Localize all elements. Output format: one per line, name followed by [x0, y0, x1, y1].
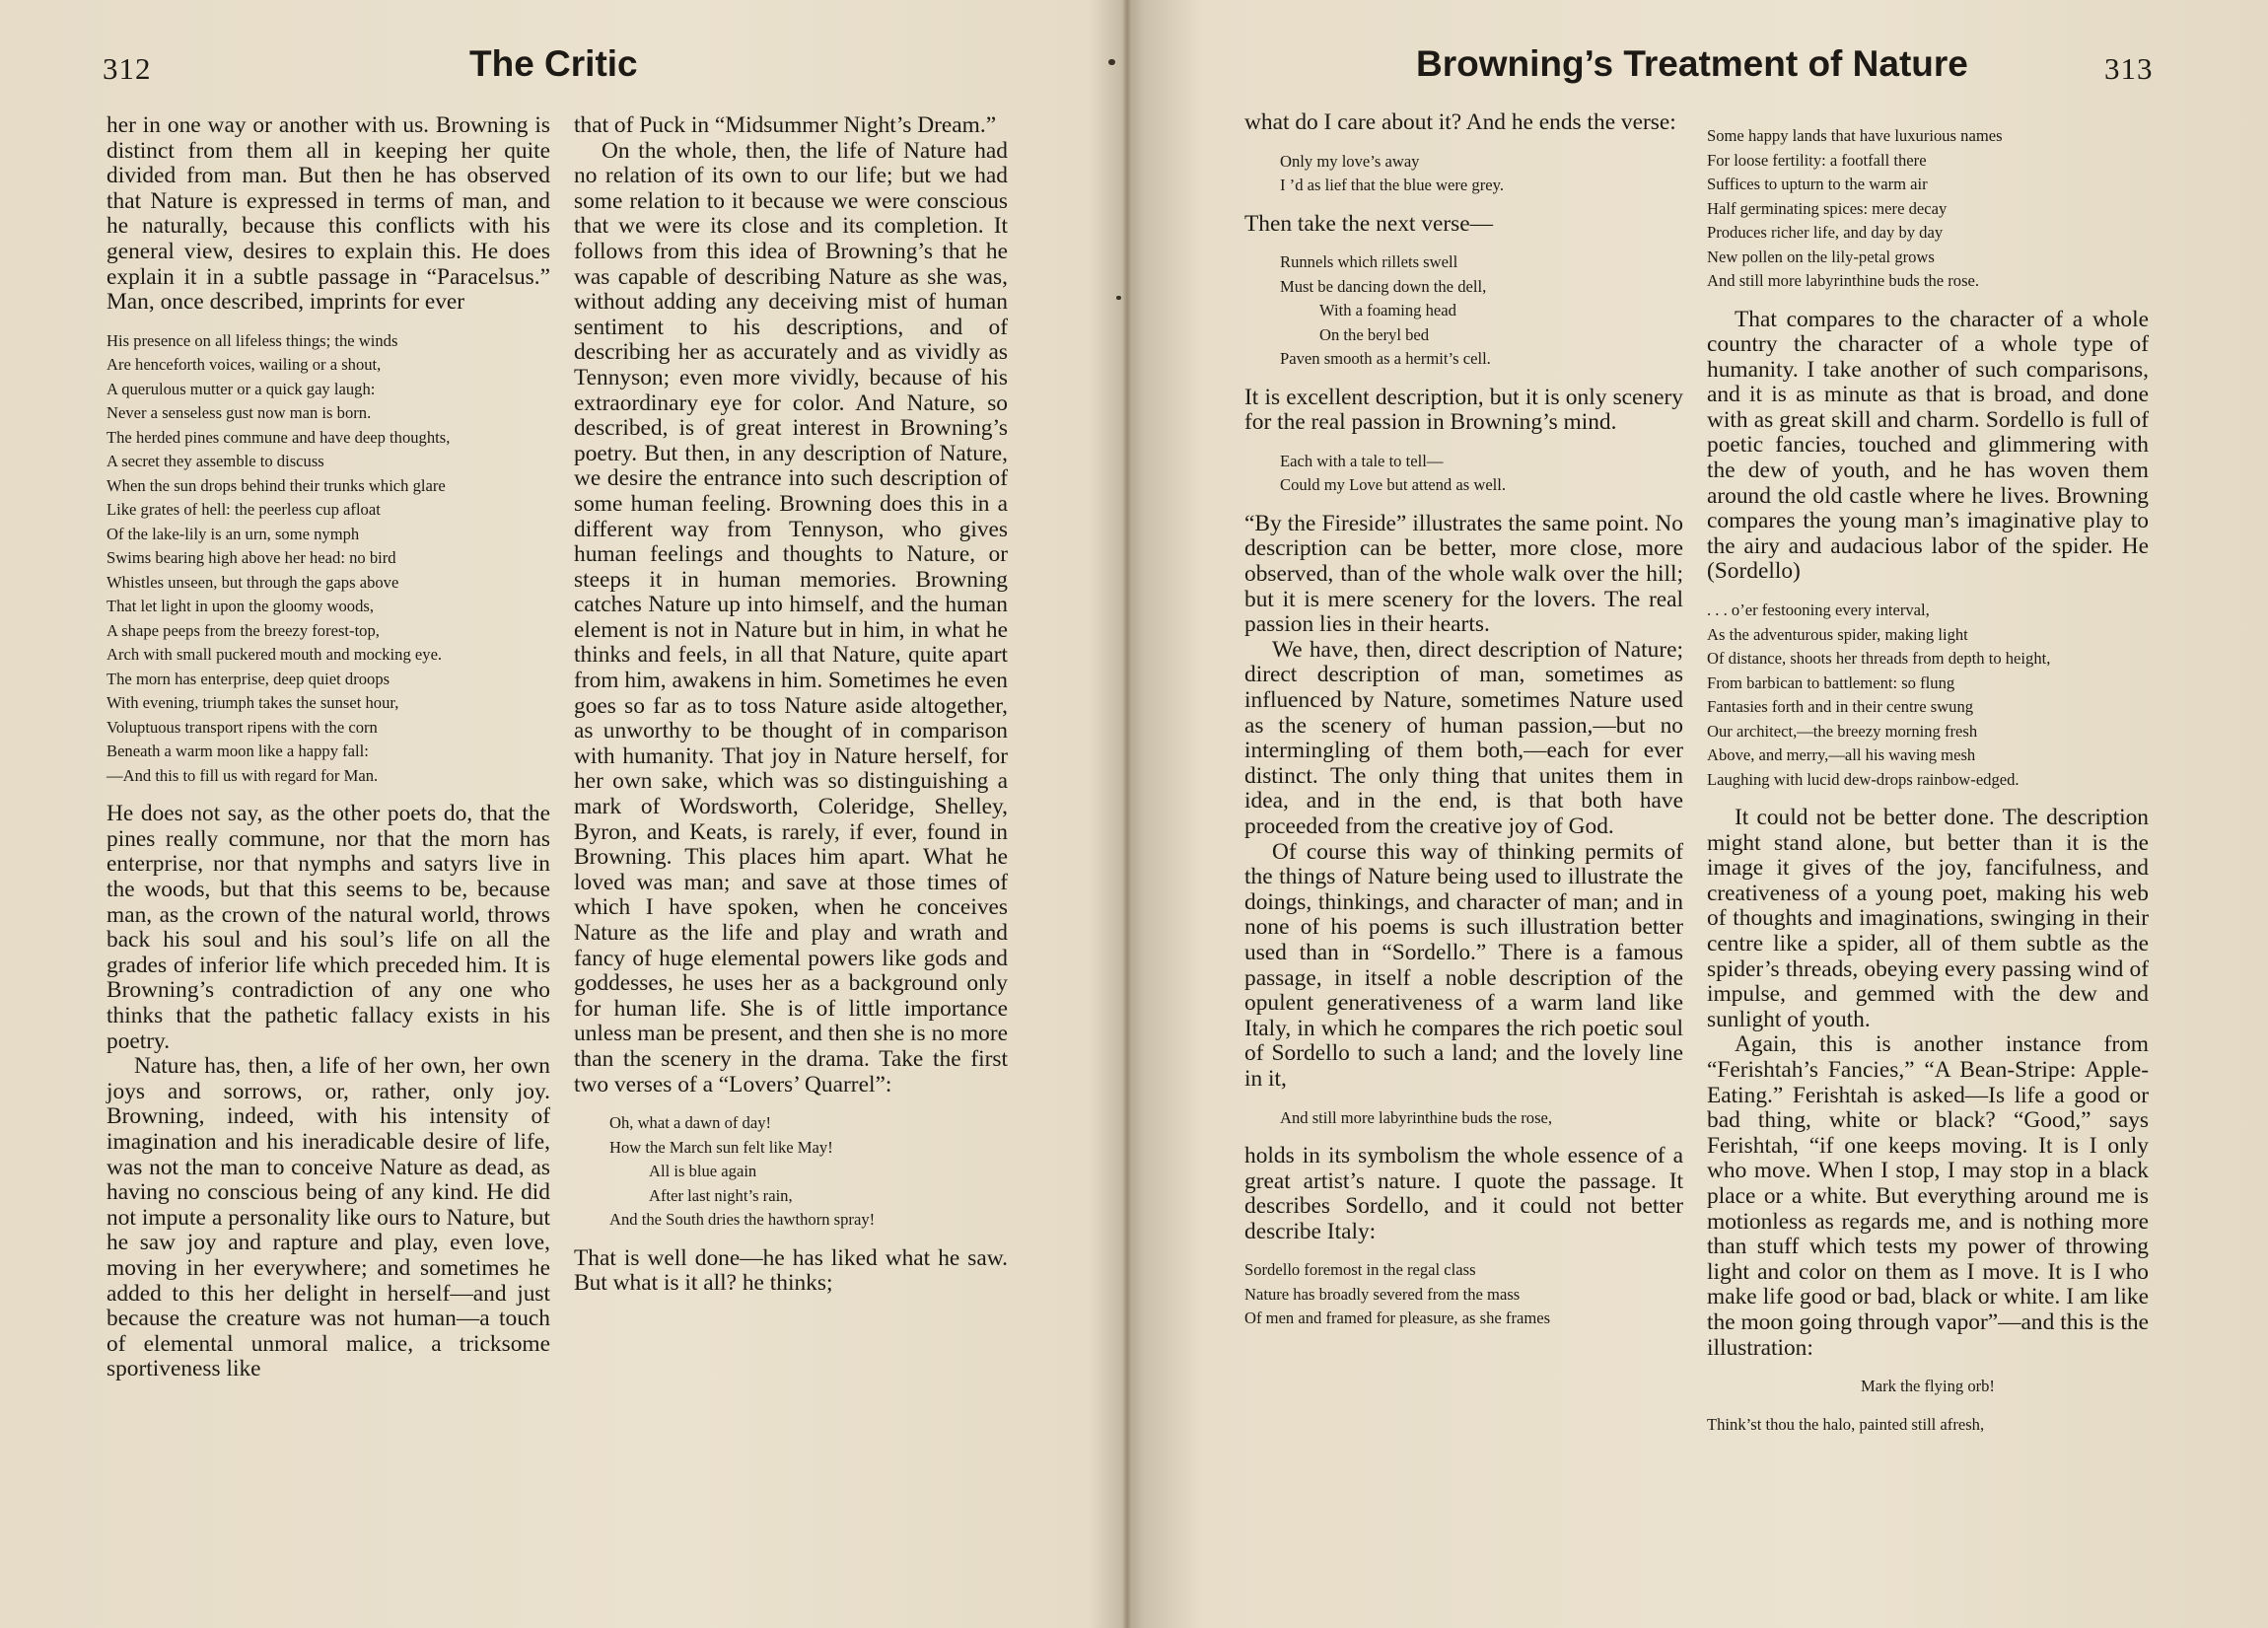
- column-3: [1244, 110, 1683, 1345]
- verse-line: Laughing with lucid dew-drops rainbow-edged.: [1707, 769, 2020, 789]
- paragraph: It is excellent description, but it is only scenery for the real passion in Browning’s mind.: [1244, 384, 1683, 436]
- paragraph: Then take the next verse—: [1244, 210, 1493, 237]
- verse-line: A querulous mutter or a quick gay laugh:: [106, 379, 376, 398]
- bullet-mark: [1108, 59, 1115, 65]
- verse-quotation: [1707, 1375, 2149, 1399]
- verse-line: On the beryl bed: [1319, 324, 1430, 344]
- verse-quotation: [574, 1111, 1008, 1233]
- verse-line: Half germinating spices: mere decay: [1707, 198, 1948, 218]
- column-2: [574, 113, 1008, 1297]
- verse-line: Some happy lands that have luxurious names: [1707, 126, 2003, 145]
- verse-line: The herded pines commune and have deep thoughts,: [106, 427, 451, 447]
- verse-line: Sordello foremost in the regal class: [1244, 1260, 1476, 1280]
- verse-line: Never a senseless gust now man is born.: [106, 403, 372, 423]
- verse-quotation: [106, 329, 550, 789]
- verse-quotation: [1707, 599, 2149, 792]
- verse-line: Of distance, shoots her threads from depth to height,: [1707, 649, 2051, 669]
- paragraph: Again, this is another instance from “Ferishtah’s Fancies,” “A Bean-Stripe: Apple-Eating.” Ferishtah is asked—Is life a good or bad thing, white or black? “Good,” says Ferishtah, “if one keeps moving. It is I only who move. When I stop, I may stop in a black place or a white. But everything around me is motionless as regards me, and is nothing more than stuff which tests my power of throwing light and color on them as I move. It is I who make life good or bad, black or white. I am like the moon going through vapor”—and this is the illustration:: [1707, 1031, 2149, 1361]
- verse-line: Think’st thou the halo, painted still afresh,: [1707, 1414, 1985, 1434]
- verse-line: Must be dancing down the dell,: [1280, 276, 1487, 296]
- paragraph: On the whole, then, the life of Nature had no relation of its own to our life; but we had some relation to it because we were conscious that we were its close and its completion. It follows from this idea of Browning’s that he was capable of describing Nature as she was, without adding any deceiving mist of human sentiment to his descriptions, and of describing her as accurately and as vividly as Tennyson; even more vividly, because of his extraordinary eye for color. And Nature, so described, is of great interest in Browning’s poetry. But then, in any description of Nature, we desire the entrance into such description of some human feeling. Browning does this in a different way from Tennyson, who gives human feelings and thoughts to Nature, or steeps it in human memories. Browning catches Nature up into himself, and the human element is not in Nature but in him, in what he thinks and feels, in all that Nature, quite apart from him, awakens in him. Sometimes he even goes so far as to toss Nature aside altogether, as unworthy to be thought of in comparison with humanity. That joy in Nature herself, for her own sake, which was so distinguishing a mark of Wordsworth, Coleridge, Shelley, Byron, and Keats, is rarely, if ever, found in Browning. This places him apart. What he loved was man; and save at those times of which I have spoken, when he conceives Nature as the life and play and wrath and fancy of huge elemental powers like gods and goddesses, he uses her as a background only for human life. She is of little importance unless man be present, and then she is no more than the scenery in the drama. Take the first two verses of a “Lovers’ Quarrel”:: [574, 137, 1008, 1097]
- verse-quotation: [1244, 250, 1683, 372]
- verse-line: Nature has broadly severed from the mass: [1244, 1284, 1521, 1304]
- verse-quotation: [1244, 150, 1683, 198]
- verse-line: —And this to fill us with regard for Man.: [106, 765, 379, 785]
- verse-line: As the adventurous spider, making light: [1707, 624, 1968, 644]
- verse-line: Voluptuous transport ripens with the corn: [106, 717, 378, 737]
- verse-line: Fantasies forth and in their centre swung: [1707, 697, 1974, 717]
- verse-line: Oh, what a dawn of day!: [609, 1113, 772, 1133]
- verse-line: A secret they assemble to discuss: [106, 452, 324, 471]
- verse-line: Paven smooth as a hermit’s cell.: [1280, 349, 1491, 369]
- paragraph: her in one way or another with us. Browning is distinct from them all in keeping her quite divided from man. But then he has observed that Nature is expressed in terms of man, and he naturally, because this conflicts with his general view, desires to explain this. He does explain it in a subtle passage in “Paracelsus.” Man, once described, imprints for ever: [106, 112, 550, 316]
- right-page-number: 313: [2104, 51, 2154, 86]
- verse-line: After last night’s rain,: [649, 1185, 793, 1205]
- paragraph: holds in its symbolism the whole essence of a great artist’s nature. I quote the passage. It describes Sordello, and it could not better describe Italy:: [1244, 1143, 1683, 1244]
- column-4: [1707, 110, 2149, 1451]
- verse-line: Of men and framed for pleasure, as she frames: [1244, 1309, 1551, 1328]
- verse-line: Whistles unseen, but through the gaps above: [106, 572, 399, 592]
- verse-line: Suffices to upturn to the warm air: [1707, 175, 1928, 193]
- left-running-head: The Critic: [469, 43, 638, 84]
- bullet-mark: [1116, 296, 1121, 300]
- paragraph: It could not be better done. The description might stand alone, but better than it is the image it gives of the joy, fancifulness, and creativeness of a young poet, making his web of thoughts and imaginations, swinging in their centre like a spider, all of them subtle as the spider’s threads, obeying every passing wind of impulse, and gemmed with the dew and sunlight of youth.: [1707, 805, 2149, 1032]
- paragraph: He does not say, as the other poets do, that the pines really commune, nor that the morn has enterprise, nor that nymphs and satyrs live in the woods, but that this seems to be, because man, as the crown of the natural world, throws back his soul and his soul’s life on all the grades of inferior life which preceded him. It is Browning’s contradiction of any one who thinks that the pathetic fallacy exists in his poetry.: [106, 801, 550, 1054]
- verse-line: Like grates of hell: the peerless cup afloat: [106, 500, 381, 520]
- verse-line: . . . o’er festooning every interval,: [1707, 601, 1930, 620]
- verse-line: Swims bearing high above her head: no bird: [106, 548, 396, 568]
- left-page-number: 312: [103, 51, 152, 86]
- verse-line: Each with a tale to tell—: [1280, 451, 1444, 470]
- right-running-head: Browning’s Treatment of Nature: [1416, 43, 1968, 84]
- verse-line: All is blue again: [649, 1162, 757, 1181]
- verse-line: Runnels which rillets swell: [1280, 252, 1458, 272]
- paragraph: That is well done—he has liked what he saw. But what is it all? he thinks;: [574, 1244, 1008, 1297]
- verse-line: And still more labyrinthine buds the rose,: [1280, 1107, 1553, 1127]
- verse-quotation: [1707, 124, 2149, 294]
- verse-line: For loose fertility: a footfall there: [1707, 150, 1927, 170]
- verse-quotation: [1244, 450, 1683, 498]
- verse-line: With a foaming head: [1319, 301, 1456, 320]
- verse-line: With evening, triumph takes the sunset hour,: [106, 693, 399, 713]
- verse-line: From barbican to battlement: so flung: [1707, 672, 1955, 692]
- verse-line: Above, and merry,—all his waving mesh: [1707, 745, 1976, 765]
- verse-line: That let light in upon the gloomy woods,: [106, 597, 375, 616]
- paragraph: that of Puck in “Midsummer Night’s Dream.”: [574, 112, 997, 138]
- verse-line: Only my love’s away: [1280, 151, 1420, 171]
- verse-line: New pollen on the lily-petal grows: [1707, 247, 1935, 266]
- verse-line: Mark the flying orb!: [1861, 1377, 1995, 1396]
- verse-quotation: [1707, 1413, 2149, 1438]
- verse-line: How the March sun felt like May!: [609, 1137, 833, 1157]
- verse-line: Could my Love but attend as well.: [1280, 475, 1507, 495]
- verse-line: Produces richer life, and day by day: [1707, 223, 1944, 242]
- paragraph: Nature has, then, a life of her own, her own joys and sorrows, or, rather, only joy. Browning, indeed, with his intensity of imagination and his ineradicable desire of life, was not the man to conceive Nature as dead, as having no conscious being of any kind. He did not impute a personality like ours to Nature, but he saw joy and rapture and play, even love, moving in her everywhere; and sometimes he added to this her delight in herself—and just because the creature was not human—a touch of elemental unmoral malice, a tricksome sportiveness like: [106, 1053, 550, 1382]
- paragraph: Of course this way of thinking permits of the things of Nature being used to illustrate the doings, thinkings, and character of man; and in none of his poems is such illustration better used than in “Sordello.” There is a famous passage, in itself a noble description of the opulent generativeness of a warm land like Italy, in which he compares the rich poetic soul of Sordello to such a land; and the lovely line in it,: [1244, 838, 1683, 1092]
- verse-quotation: [1244, 1106, 1683, 1131]
- paragraph: what do I care about it? And he ends the verse:: [1244, 109, 1676, 135]
- verse-line: Arch with small puckered mouth and mocking eye.: [106, 645, 443, 665]
- verse-line: When the sun drops behind their trunks which glare: [106, 475, 446, 495]
- verse-line: Beneath a warm moon like a happy fall:: [106, 742, 369, 761]
- verse-line: The morn has enterprise, deep quiet droops: [106, 669, 390, 688]
- verse-line: And still more labyrinthine buds the rose.: [1707, 271, 1980, 290]
- verse-line: Are henceforth voices, wailing or a shout,: [106, 355, 382, 375]
- page-gutter: [1122, 0, 1132, 1628]
- paragraph: “By the Fireside” illustrates the same point. No description can be better, more close, more observed, than of the whole walk over the hill; but it is mere scenery for the lovers. The real passion lies in their hearts.: [1244, 510, 1683, 638]
- verse-line: I ’d as lief that the blue were grey.: [1280, 176, 1504, 195]
- paragraph: We have, then, direct description of Nature; direct description of man, sometimes as influenced by Nature, sometimes Nature used as the scenery of human passion,—but no intermingling of them both,—each for ever distinct. The only thing that unites them in idea, and in the end, is that both have proceeded from the creative joy of God.: [1244, 636, 1683, 839]
- verse-line: Our architect,—the breezy morning fresh: [1707, 721, 1978, 741]
- verse-line: His presence on all lifeless things; the winds: [106, 330, 398, 350]
- paragraph: That compares to the character of a whole country the character of a whole type of humanity. I take another of such comparisons, and it is as minute as that is broad, and done with as great skill and charm. Sordello is full of poetic fancies, touched and glimmering with the dew of youth, and he has woven them around the old castle where he lives. Browning compares the young man’s imaginative play to the airy and audacious labor of the spider. He (Sordello): [1707, 306, 2149, 585]
- verse-quotation: [1244, 1258, 1683, 1331]
- verse-line: A shape peeps from the breezy forest-top,: [106, 620, 380, 640]
- verse-line: And the South dries the hawthorn spray!: [609, 1210, 876, 1230]
- verse-line: Of the lake-lily is an urn, some nymph: [106, 524, 360, 543]
- column-1: [106, 113, 550, 1382]
